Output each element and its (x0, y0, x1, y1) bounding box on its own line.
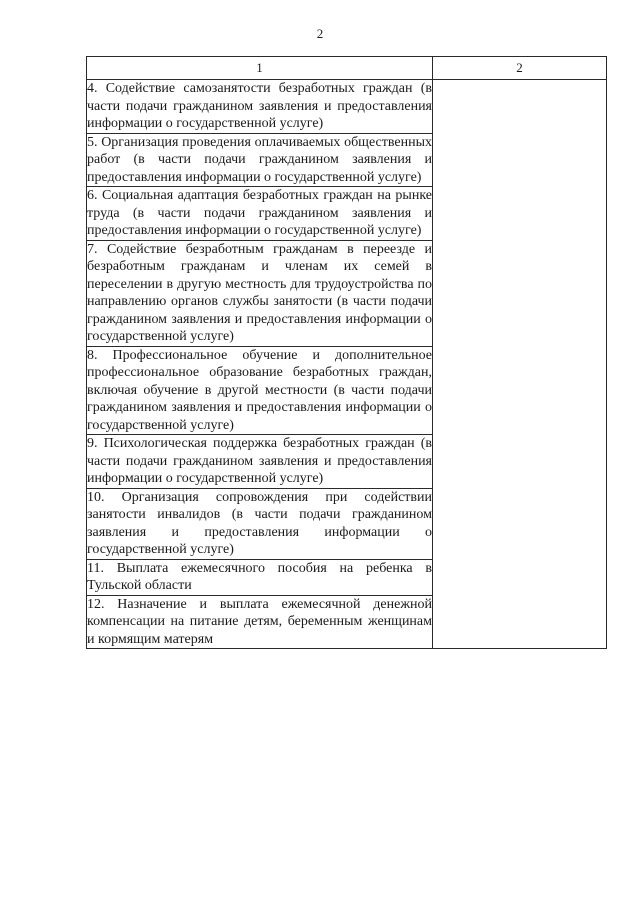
page-number: 2 (316, 26, 324, 41)
service-cell: 12. Назначение и выплата ежемесячной денежной компенсации на питание детям, беременным женщинам и кормящим матерям (87, 596, 432, 647)
column-header-2: 2 (433, 57, 607, 80)
services-table (86, 56, 607, 649)
service-cell: 6. Социальная адаптация безработных граждан на рынке труда (в части подачи гражданином заявления и предоставления информации о государственной услуге) (87, 188, 432, 238)
service-cell: 9. Психологическая поддержка безработных граждан (в части подачи гражданином заявления и предоставления информации о государственной услуге) (87, 436, 432, 486)
service-cell: 10. Организация сопровождения при содействии занятости инвалидов (в части подачи гражданином заявления и предоставления информации о государственной услуге) (87, 489, 432, 557)
table-row (87, 80, 607, 134)
column-header-1: 1 (87, 57, 433, 80)
table-header-row (87, 57, 607, 80)
empty-column-cell (433, 80, 607, 649)
service-cell: 4. Содействие самозанятости безработных граждан (в части подачи гражданином заявления и предоставления информации о государственной услуге) (87, 81, 432, 131)
service-cell: 7. Содействие безработным гражданам в переезде и безработным гражданам и членам их семей в переселении в другую местность для трудоустройства по направлению органов службы занятости (в части подачи гражданином заявления и предоставления информации о государственной услуге) (87, 241, 432, 344)
service-cell: 5. Организация проведения оплачиваемых общественных работ (в части подачи гражданином заявления и предоставления информации о государственной услуге) (87, 134, 432, 185)
service-cell: 11. Выплата ежемесячного пособия на ребенка в Тульской области (87, 560, 432, 593)
service-cell: 8. Профессиональное обучение и дополнительное профессиональное образование безработных граждан, включая обучение в другой местности (в части подачи гражданином заявления и предоставления информации о государственной услуге) (87, 347, 432, 433)
